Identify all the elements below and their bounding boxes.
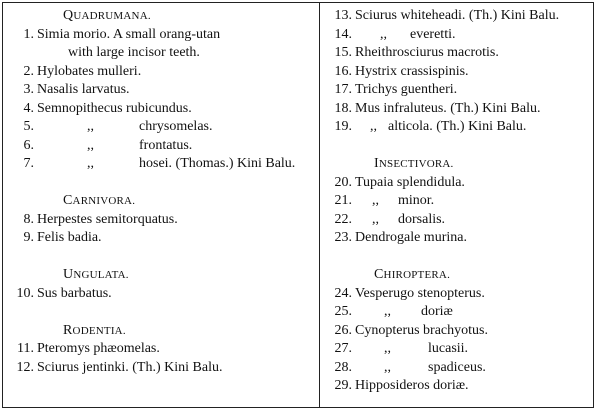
list-item [6, 229, 318, 248]
section-gap [324, 248, 592, 267]
list-item [324, 63, 592, 82]
section-gap [324, 137, 592, 156]
species-name: chrysomelas. [139, 119, 213, 134]
item-number: 4. [23, 100, 34, 116]
list-item [324, 100, 592, 119]
item-number: 13. [334, 8, 352, 23]
list-item [324, 303, 592, 322]
list-item [324, 174, 592, 193]
species-name: Semnopithecus rubicundus. [37, 100, 192, 116]
species-name: Nasalis larvatus. [37, 82, 130, 97]
left-column [6, 7, 318, 377]
column-divider [319, 2, 320, 408]
item-number: 11. [17, 341, 34, 356]
species-name: Mus infraluteus. (Th.) Kini Balu. [355, 100, 541, 116]
ditto-mark: ,, [384, 304, 391, 319]
item-number: 24. [334, 285, 352, 301]
item-number: 20. [334, 174, 352, 190]
species-name: Rheithrosciurus macrotis. [355, 45, 499, 60]
species-name: doriæ [421, 304, 453, 319]
list-item-continuation [6, 44, 318, 63]
list-item [324, 377, 592, 396]
species-note: with large incisor teeth. [68, 45, 200, 60]
species-name: Vesperugo stenopterus. [355, 285, 485, 301]
heading-initial: I [374, 156, 379, 171]
ditto-mark: ,, [87, 156, 94, 171]
list-item [6, 81, 318, 100]
heading-ungulata [6, 266, 318, 285]
item-number: 9. [23, 230, 34, 245]
list-item [324, 229, 592, 248]
heading-chiroptera [324, 266, 592, 285]
list-item [6, 63, 318, 82]
item-number: 28. [334, 359, 352, 375]
item-number: 27. [334, 341, 352, 356]
list-item [324, 322, 592, 341]
heading-rest: NGULATA. [73, 269, 129, 281]
item-number: 6. [23, 137, 34, 153]
list-item [324, 359, 592, 378]
heading-initial: R [63, 322, 73, 338]
species-name: dorsalis. [398, 211, 446, 227]
species-name: Hipposideros doriæ. [355, 378, 469, 393]
list-item [324, 26, 592, 45]
ditto-mark: ,, [87, 119, 94, 134]
section-gap [6, 174, 318, 193]
heading-rest: ODENTIA. [72, 324, 126, 337]
ditto-mark: ,, [372, 193, 379, 208]
ditto-mark: ,, [370, 119, 377, 134]
item-number: 2. [23, 63, 34, 79]
ditto-mark: ,, [87, 137, 94, 153]
heading-rest: ARNIVORA. [72, 195, 136, 207]
species-name: Simia morio. A small orang-utan [37, 26, 221, 42]
list-item [324, 340, 592, 359]
heading-rest: NSECTIVORA. [378, 158, 454, 170]
species-name: Cynopterus brachyotus. [355, 322, 488, 338]
item-number: 25. [334, 304, 352, 319]
species-name: Sus barbatus. [37, 285, 112, 301]
species-name: lucasii. [428, 341, 469, 356]
right-column [324, 7, 592, 396]
item-number: 3. [23, 82, 34, 97]
species-name: Sciurus jentinki. (Th.) Kini Balu. [37, 359, 223, 375]
list-item [324, 81, 592, 100]
heading-carnivora [6, 192, 318, 211]
item-number: 17. [334, 82, 352, 97]
section-gap [6, 303, 318, 322]
species-name: Hystrix crassispinis. [355, 63, 469, 79]
heading-rest: UADRUMANA. [73, 10, 151, 22]
item-number: 19. [334, 119, 352, 134]
section-gap [6, 248, 318, 267]
item-number: 10. [16, 285, 34, 301]
ditto-mark: ,, [384, 359, 391, 375]
species-name: Herpestes semitorquatus. [37, 211, 178, 227]
list-item [324, 44, 592, 63]
list-item [6, 100, 318, 119]
species-name: Dendrogale murina. [355, 230, 467, 245]
list-item [6, 340, 318, 359]
list-item [6, 137, 318, 156]
item-number: 5. [23, 119, 34, 134]
item-number: 14. [334, 26, 352, 42]
list-item [324, 192, 592, 211]
item-number: 12. [16, 359, 34, 375]
heading-quadrumana [6, 7, 318, 26]
species-name: alticola. (Th.) Kini Balu. [388, 119, 527, 134]
item-number: 18. [334, 100, 352, 116]
item-number: 8. [23, 211, 34, 227]
list-item [6, 211, 318, 230]
heading-insectivora [324, 155, 592, 174]
ditto-mark: ,, [380, 26, 387, 42]
list-item [324, 211, 592, 230]
species-name: Felis badia. [37, 230, 102, 245]
item-number: 29. [334, 378, 352, 393]
ditto-mark: ,, [384, 341, 391, 356]
list-item [6, 26, 318, 45]
item-number: 26. [334, 322, 352, 338]
list-item [324, 285, 592, 304]
item-number: 22. [334, 211, 352, 227]
list-item [6, 285, 318, 304]
species-name: Sciurus whiteheadi. (Th.) Kini Balu. [355, 8, 560, 23]
list-item [324, 7, 592, 26]
heading-initial: Q [63, 8, 74, 23]
item-number: 16. [334, 63, 352, 79]
species-name: Hylobates mulleri. [37, 63, 142, 79]
item-number: 21. [334, 193, 352, 208]
list-item [6, 359, 318, 378]
heading-rest: HIROPTERA. [383, 269, 451, 281]
item-number: 15. [334, 45, 352, 60]
item-number: 23. [334, 230, 352, 245]
species-name: hosei. (Thomas.) Kini Balu. [139, 156, 296, 171]
heading-initial: U [63, 267, 74, 282]
species-name: Pteromys phæomelas. [37, 341, 160, 356]
heading-initial: C [63, 193, 73, 208]
list-item [6, 155, 318, 174]
list-item [6, 118, 318, 137]
species-name: spadiceus. [428, 359, 486, 375]
heading-rodentia [6, 322, 318, 341]
item-number: 7. [23, 156, 34, 171]
heading-initial: C [374, 267, 384, 282]
item-number: 1. [23, 26, 34, 42]
species-name: minor. [398, 193, 435, 208]
list-item [324, 118, 592, 137]
species-name: Trichys guentheri. [355, 82, 458, 97]
species-name: Tupaia splendidula. [355, 174, 465, 190]
species-name: everetti. [410, 26, 456, 42]
ditto-mark: ,, [372, 211, 379, 227]
species-name: frontatus. [139, 137, 193, 153]
